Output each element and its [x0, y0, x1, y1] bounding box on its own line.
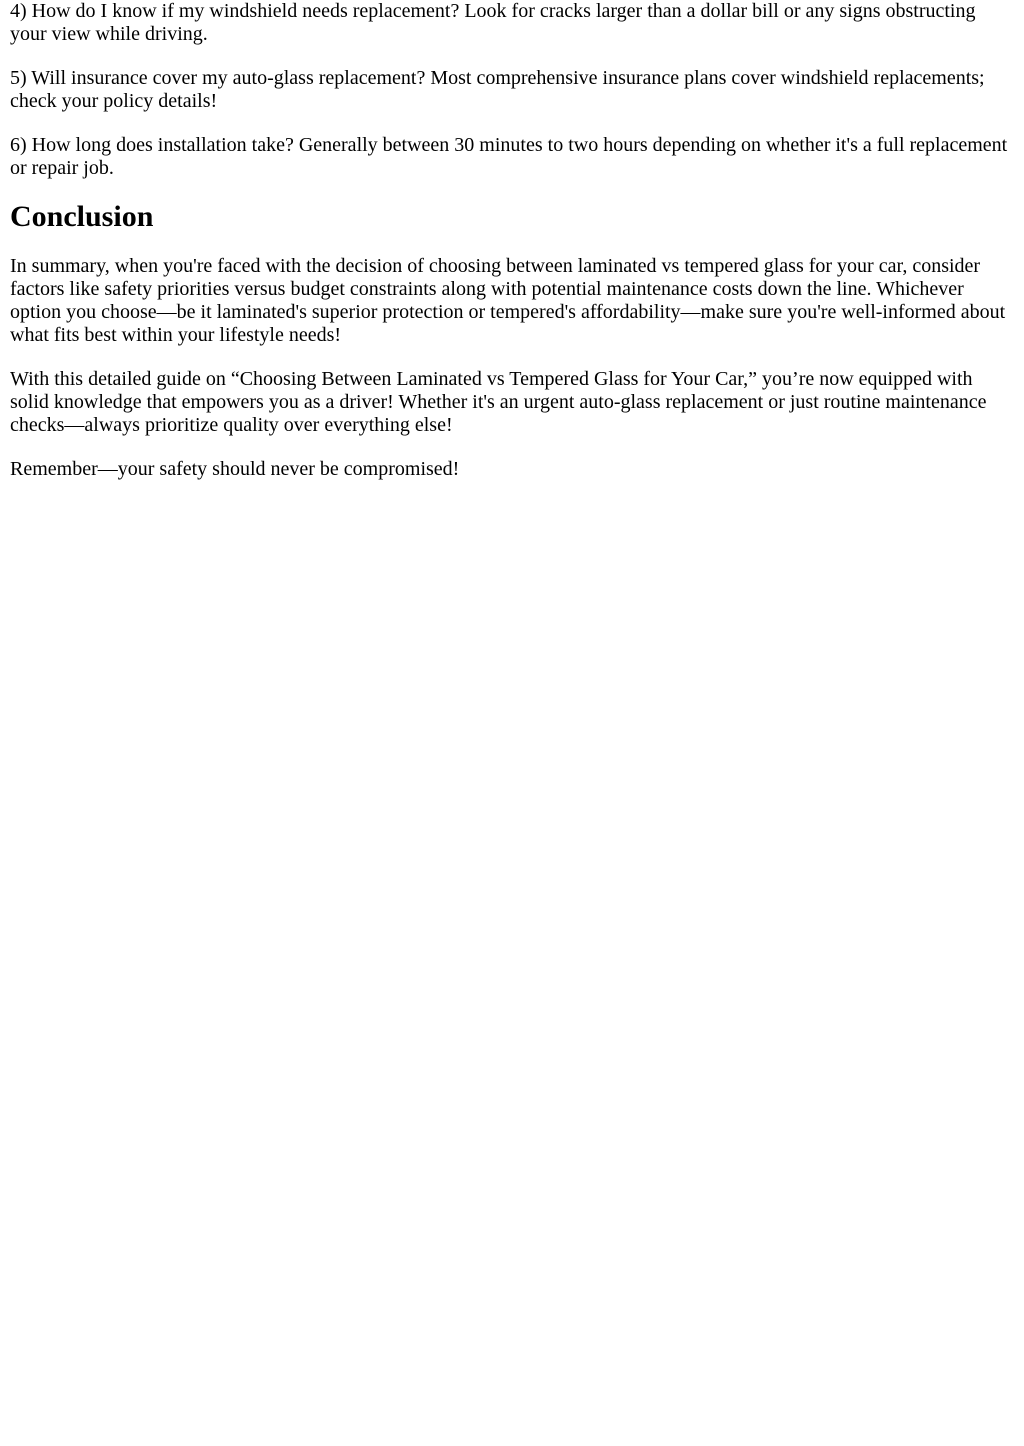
conclusion-heading: Conclusion — [10, 200, 154, 233]
conclusion-paragraph-guide: With this detailed guide on “Choosing Between Laminated vs Tempered Glass for Your Car,” you’re now equipped with solid knowledge that empowers you as a driver! Whether it's an urgent auto-glass replacement or just routine maintenance checks—always prioritize quality over everything else! — [10, 368, 987, 436]
conclusion-paragraph-reminder: Remember—your safety should never be compromised! — [10, 458, 460, 480]
faq-item-6: 6) How long does installation take? Generally between 30 minutes to two hours depending on whether it's a full replacement or repair job. — [10, 134, 1008, 179]
faq-item-5: 5) Will insurance cover my auto-glass replacement? Most comprehensive insurance plans cover windshield replacements; check your policy details! — [10, 67, 985, 112]
faq-item-4: 4) How do I know if my windshield needs replacement? Look for cracks larger than a dollar bill or any signs obstructing your view while driving. — [10, 0, 976, 45]
conclusion-paragraph-summary: In summary, when you're faced with the decision of choosing between laminated vs tempered glass for your car, consider factors like safety priorities versus budget constraints along with potential maintenance costs down the line. Whichever option you choose—be it laminated's superior protection or tempered's affordability—make sure you're well-informed about what fits best within your lifestyle needs! — [10, 255, 1006, 346]
